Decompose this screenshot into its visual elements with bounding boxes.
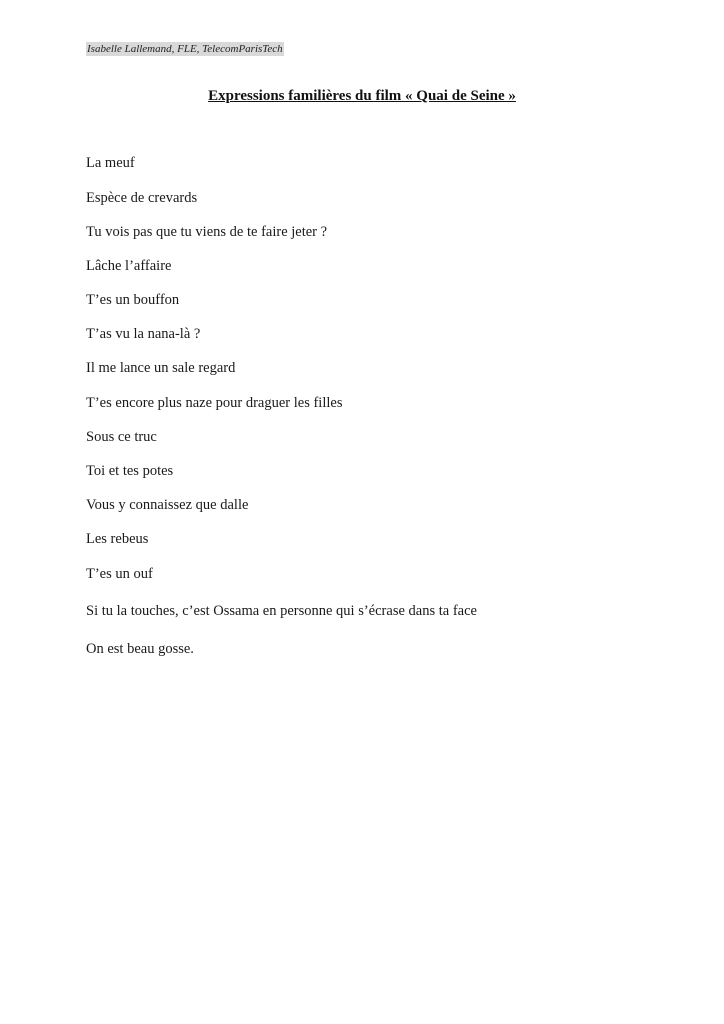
expression-item: La meuf: [86, 155, 135, 171]
expression-item: Il me lance un sale regard: [86, 360, 236, 376]
expression-item: On est beau gosse.: [86, 641, 194, 657]
expression-item: Les rebeus: [86, 531, 149, 547]
expression-item: T’es un ouf: [86, 566, 153, 582]
expression-item: Toi et tes potes: [86, 463, 174, 479]
expression-item: T’es un bouffon: [86, 292, 180, 308]
expression-item: T’es encore plus naze pour draguer les filles: [86, 395, 343, 411]
expression-item: Lâche l’affaire: [86, 258, 172, 274]
expression-item: Vous y connaissez que dalle: [86, 497, 249, 513]
expression-item: Tu vois pas que tu viens de te faire jeter ?: [86, 224, 328, 240]
expression-item: Sous ce truc: [86, 429, 157, 445]
author-header-note: Isabelle Lallemand, FLE, TelecomParisTech: [87, 43, 283, 55]
expression-item: Espèce de crevards: [86, 190, 198, 206]
expression-item: T’as vu la nana-là ?: [86, 326, 201, 342]
expression-item: Si tu la touches, c’est Ossama en personne qui s’écrase dans ta face: [86, 603, 477, 619]
document-title: Expressions familières du film « Quai de Seine »: [208, 88, 516, 104]
